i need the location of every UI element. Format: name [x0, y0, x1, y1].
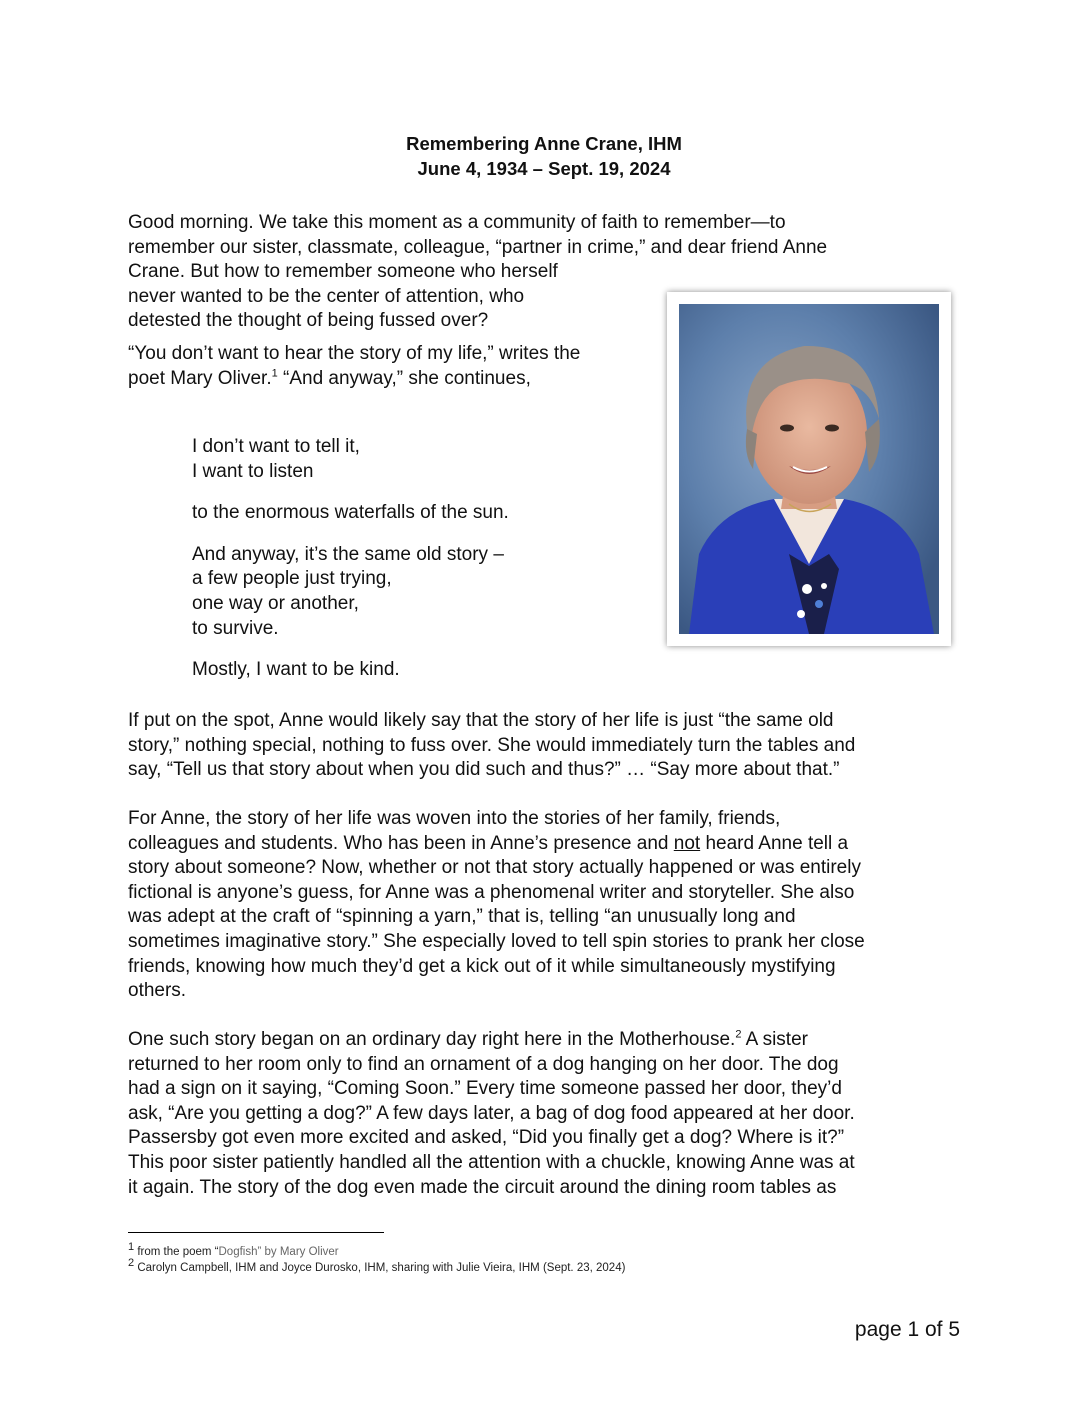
paragraph-line: say, “Tell us that story about when you did such and thus?” … “Say more about that.”	[128, 759, 840, 781]
paragraph-line: story,” nothing special, nothing to fuss over. She would immediately turn the tables and	[128, 734, 856, 756]
poem-excerpt	[192, 435, 652, 700]
portrait-illustration	[679, 304, 939, 634]
paragraph-2	[128, 807, 960, 1004]
paragraph-line	[128, 1028, 960, 1053]
portrait-photo-frame	[667, 292, 951, 646]
intro-line-text: poet Mary Oliver.	[128, 367, 272, 389]
footnote-ref-1[interactable]: 1	[271, 367, 278, 380]
poem-line: to survive.	[192, 617, 279, 639]
footnote-marker: 1	[128, 1241, 135, 1254]
paragraph-line	[128, 832, 960, 857]
poem-stanza	[192, 501, 652, 526]
paragraph-text: colleagues and students. Who has been in Anne’s presence and	[128, 832, 674, 854]
paragraph-line: others.	[128, 980, 187, 1002]
poem-line: Mostly, I want to be kind.	[192, 659, 400, 681]
footnote-ref-2[interactable]: 2	[735, 1028, 742, 1041]
paragraph-line: returned to her room only to find an ornament of a dog hanging on her door. The dog	[128, 1053, 839, 1075]
intro-line: remember our sister, classmate, colleague, “partner in crime,” and dear friend Anne	[128, 236, 828, 258]
paragraph-3	[128, 1028, 960, 1200]
footnote-1	[128, 1241, 960, 1260]
underlined-word: not	[673, 832, 701, 854]
intro-line: never wanted to be the center of attention, who	[128, 285, 525, 307]
paragraph-line: ask, “Are you getting a dog?” A few days later, a bag of dog food appeared at her door.	[128, 1102, 855, 1124]
paragraph-line: sometimes imaginative story.” She especially loved to tell spin stories to prank her close	[128, 930, 865, 952]
paragraph-line: story about someone? Now, whether or not that story actually happened or was entirely	[128, 857, 861, 879]
footnotes	[128, 1241, 960, 1276]
paragraph-1	[128, 709, 960, 783]
poem-line: I want to listen	[192, 460, 314, 482]
poem-line: And anyway, it’s the same old story –	[192, 543, 504, 565]
paragraph-line: was adept at the craft of “spinning a yarn,” that is, telling “an unusually long and	[128, 906, 796, 928]
footnote-divider	[128, 1232, 384, 1233]
paragraph-line: If put on the spot, Anne would likely say that the story of her life is just “the same old	[128, 710, 834, 731]
intro-line: Crane. But how to remember someone who herself	[128, 261, 558, 283]
page-number: page 1 of 5	[854, 1318, 960, 1341]
intro-line: “You don’t want to hear the story of my life,” writes the	[128, 342, 581, 364]
poem-line: to the enormous waterfalls of the sun.	[192, 502, 509, 524]
paragraph-line: fictional is anyone’s guess, for Anne was a phenomenal writer and storyteller. She also	[128, 881, 855, 903]
poem-line: one way or another,	[192, 592, 359, 614]
footnote-2	[128, 1257, 960, 1276]
paragraph-line: had a sign on it saying, “Coming Soon.” Every time someone passed her door, they’d	[128, 1078, 842, 1100]
intro-line: Good morning. We take this moment as a community of faith to remember—to	[128, 212, 786, 233]
paragraph-text: A sister	[741, 1029, 808, 1050]
footnote-marker: 2	[128, 1257, 135, 1270]
paragraph-line: This poor sister patiently handled all the attention with a chuckle, knowing Anne was at	[128, 1151, 855, 1173]
footnote-link[interactable]: Dogfish” by Mary Oliver	[218, 1246, 339, 1258]
paragraph-text: heard Anne tell a	[700, 832, 849, 854]
poem-stanza	[192, 658, 652, 683]
intro-line: detested the thought of being fussed over?	[128, 310, 489, 332]
poem-stanza	[192, 435, 652, 484]
footnote-text: Carolyn Campbell, IHM and Joyce Durosko, IHM, sharing with Julie Vieira, IHM (Sept. 23, 2024)	[134, 1262, 626, 1274]
poem-stanza	[192, 543, 652, 641]
paragraph-line: Passersby got even more excited and asked, “Did you finally get a dog? Where is it?”	[128, 1127, 845, 1149]
poem-line: a few people just trying,	[192, 568, 392, 590]
paragraph-line: For Anne, the story of her life was woven into the stories of her family, friends,	[128, 808, 781, 829]
portrait-photo	[679, 304, 939, 634]
poem-line: I don’t want to tell it,	[192, 436, 360, 457]
intro-line-text: “And anyway,” she continues,	[277, 367, 531, 389]
title-line-2: June 4, 1934 – Sept. 19, 2024	[417, 158, 671, 179]
paragraph-line: it again. The story of the dog even made the circuit around the dining room tables as	[128, 1176, 837, 1198]
paragraph-text: One such story began on an ordinary day right here in the Motherhouse.	[128, 1029, 736, 1050]
footnote-text: from the poem “	[134, 1246, 219, 1258]
title-line-1: Remembering Anne Crane, IHM	[406, 133, 682, 154]
document-title	[128, 131, 960, 181]
paragraph-line: friends, knowing how much they’d get a kick out of it while simultaneously mystifying	[128, 955, 836, 977]
